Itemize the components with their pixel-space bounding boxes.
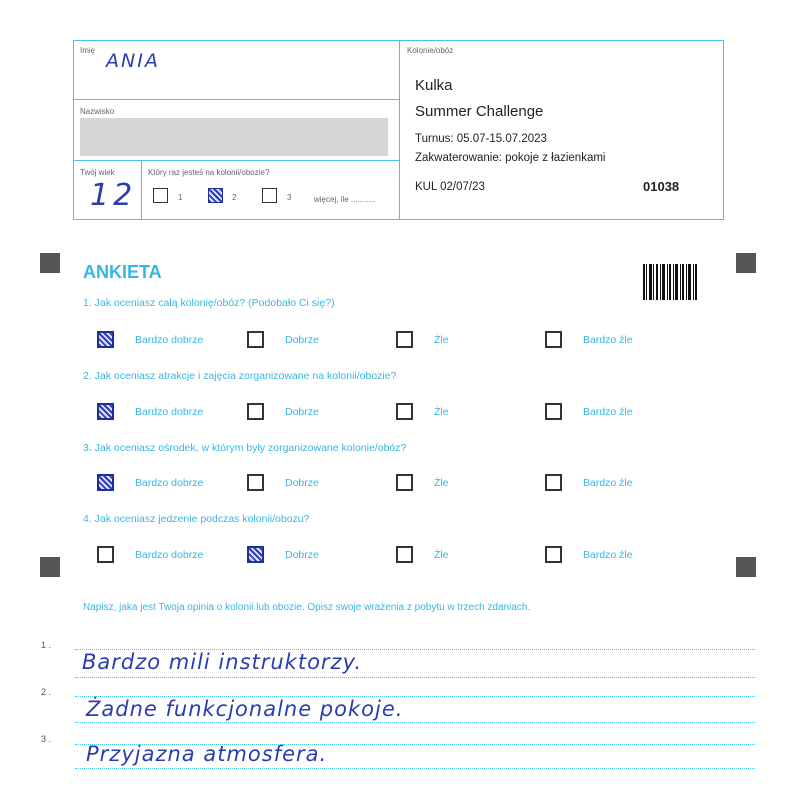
camp-program: Summer Challenge [415, 103, 544, 120]
camp-name: Kulka [415, 77, 453, 94]
question-4-text: 4. Jak oceniasz jedzenie podczas kolonii/obozu? [83, 513, 310, 525]
question-1-text: 1. Jak oceniasz całą kolonię/obóz? (Podobało Ci się?) [83, 297, 335, 309]
opinion-prompt: Napisz, jaka jest Twoja opinia o kolonii lub obozie. Opisz swoje wrażenia z pobytu w trzech zdaniach. [83, 602, 531, 613]
header-divider-age [141, 160, 142, 220]
kolonie-label: Kolonie/obóz [407, 46, 454, 55]
registration-marker-top-left [40, 253, 60, 273]
answer-1-number: 1 . [41, 640, 52, 650]
registration-marker-top-right [736, 253, 756, 273]
answer-line-1a [75, 649, 755, 650]
q3-option-dobrze: Dobrze [285, 477, 319, 489]
question-2-text: 2. Jak oceniasz atrakcje i zajęcia zorganizowane na kolonii/obozie? [83, 370, 397, 382]
ktory-raz-option-more: więcej, ile ........... [314, 195, 376, 204]
q4-option-dobrze: Dobrze [285, 549, 319, 561]
q4-checkbox-dobrze[interactable] [247, 546, 264, 563]
imie-label: Imię [80, 46, 96, 55]
ktory-raz-option-2: 2 [232, 193, 237, 202]
q4-option-zle: Źle [434, 549, 449, 561]
q2-option-bardzo-zle: Bardzo źle [583, 406, 633, 418]
answer-line-1b [75, 677, 755, 678]
nazwisko-label: Nazwisko [80, 107, 115, 116]
q2-checkbox-dobrze[interactable] [247, 403, 264, 420]
ktory-raz-checkbox-3[interactable] [262, 188, 277, 203]
answer-line-2a [75, 696, 755, 697]
q2-option-bardzo-dobrze: Bardzo dobrze [135, 406, 204, 418]
q2-option-dobrze: Dobrze [285, 406, 319, 418]
ktory-raz-checkbox-2[interactable] [208, 188, 223, 203]
header-divider-1 [73, 99, 400, 100]
q1-checkbox-dobrze[interactable] [247, 331, 264, 348]
wiek-label: Twój wiek [80, 168, 115, 177]
q2-checkbox-bardzo-dobrze[interactable] [97, 403, 114, 420]
q1-checkbox-bardzo-zle[interactable] [545, 331, 562, 348]
answer-1-text[interactable]: Bardzo mili instruktorzy. [82, 650, 363, 674]
q1-option-zle: Źle [434, 334, 449, 346]
registration-marker-bottom-right [736, 557, 756, 577]
q1-checkbox-zle[interactable] [396, 331, 413, 348]
q2-checkbox-zle[interactable] [396, 403, 413, 420]
q3-checkbox-zle[interactable] [396, 474, 413, 491]
camp-turnus: Turnus: 05.07-15.07.2023 [415, 133, 547, 145]
ktory-raz-option-1: 1 [178, 193, 183, 202]
q2-checkbox-bardzo-zle[interactable] [545, 403, 562, 420]
barcode-icon [643, 264, 698, 300]
camp-number: 01038 [643, 179, 680, 194]
answer-line-3a [75, 744, 755, 745]
q3-option-zle: Źle [434, 477, 449, 489]
camp-code: KUL 02/07/23 [415, 181, 485, 193]
q1-option-bardzo-dobrze: Bardzo dobrze [135, 334, 204, 346]
camp-zakwaterowanie: Zakwaterowanie: pokoje z łazienkami [415, 152, 606, 164]
answer-3-text[interactable]: Przyjazna atmosfera. [86, 742, 328, 766]
q3-checkbox-bardzo-zle[interactable] [545, 474, 562, 491]
q4-option-bardzo-zle: Bardzo źle [583, 549, 633, 561]
q1-option-dobrze: Dobrze [285, 334, 319, 346]
answer-2-text[interactable]: Żadne funkcjonalne pokoje. [86, 697, 404, 721]
header-divider-2 [73, 160, 400, 161]
q1-option-bardzo-zle: Bardzo źle [583, 334, 633, 346]
answer-line-3b [75, 768, 755, 769]
ktory-raz-checkbox-1[interactable] [153, 188, 168, 203]
q4-checkbox-bardzo-zle[interactable] [545, 546, 562, 563]
q4-option-bardzo-dobrze: Bardzo dobrze [135, 549, 204, 561]
answer-2-number: 2 . [41, 687, 52, 697]
header-divider-vertical [399, 40, 400, 220]
q2-option-zle: Źle [434, 406, 449, 418]
nazwisko-field-redacted[interactable] [80, 118, 388, 156]
q3-checkbox-dobrze[interactable] [247, 474, 264, 491]
ktory-raz-label: Który raz jesteś na kolonii/obozie? [148, 168, 270, 177]
wiek-field[interactable]: 12 [90, 178, 137, 213]
registration-marker-bottom-left [40, 557, 60, 577]
answer-line-2b [75, 722, 755, 723]
q3-checkbox-bardzo-dobrze[interactable] [97, 474, 114, 491]
q4-checkbox-zle[interactable] [396, 546, 413, 563]
q1-checkbox-bardzo-dobrze[interactable] [97, 331, 114, 348]
ktory-raz-option-3: 3 [287, 193, 292, 202]
imie-field[interactable]: ANIA [106, 50, 160, 72]
q3-option-bardzo-dobrze: Bardzo dobrze [135, 477, 204, 489]
question-3-text: 3. Jak oceniasz ośrodek, w którym były zorganizowane kolonie/obóz? [83, 442, 407, 454]
survey-title: ANKIETA [83, 262, 162, 282]
q4-checkbox-bardzo-dobrze[interactable] [97, 546, 114, 563]
q3-option-bardzo-zle: Bardzo źle [583, 477, 633, 489]
answer-3-number: 3 . [41, 734, 52, 744]
